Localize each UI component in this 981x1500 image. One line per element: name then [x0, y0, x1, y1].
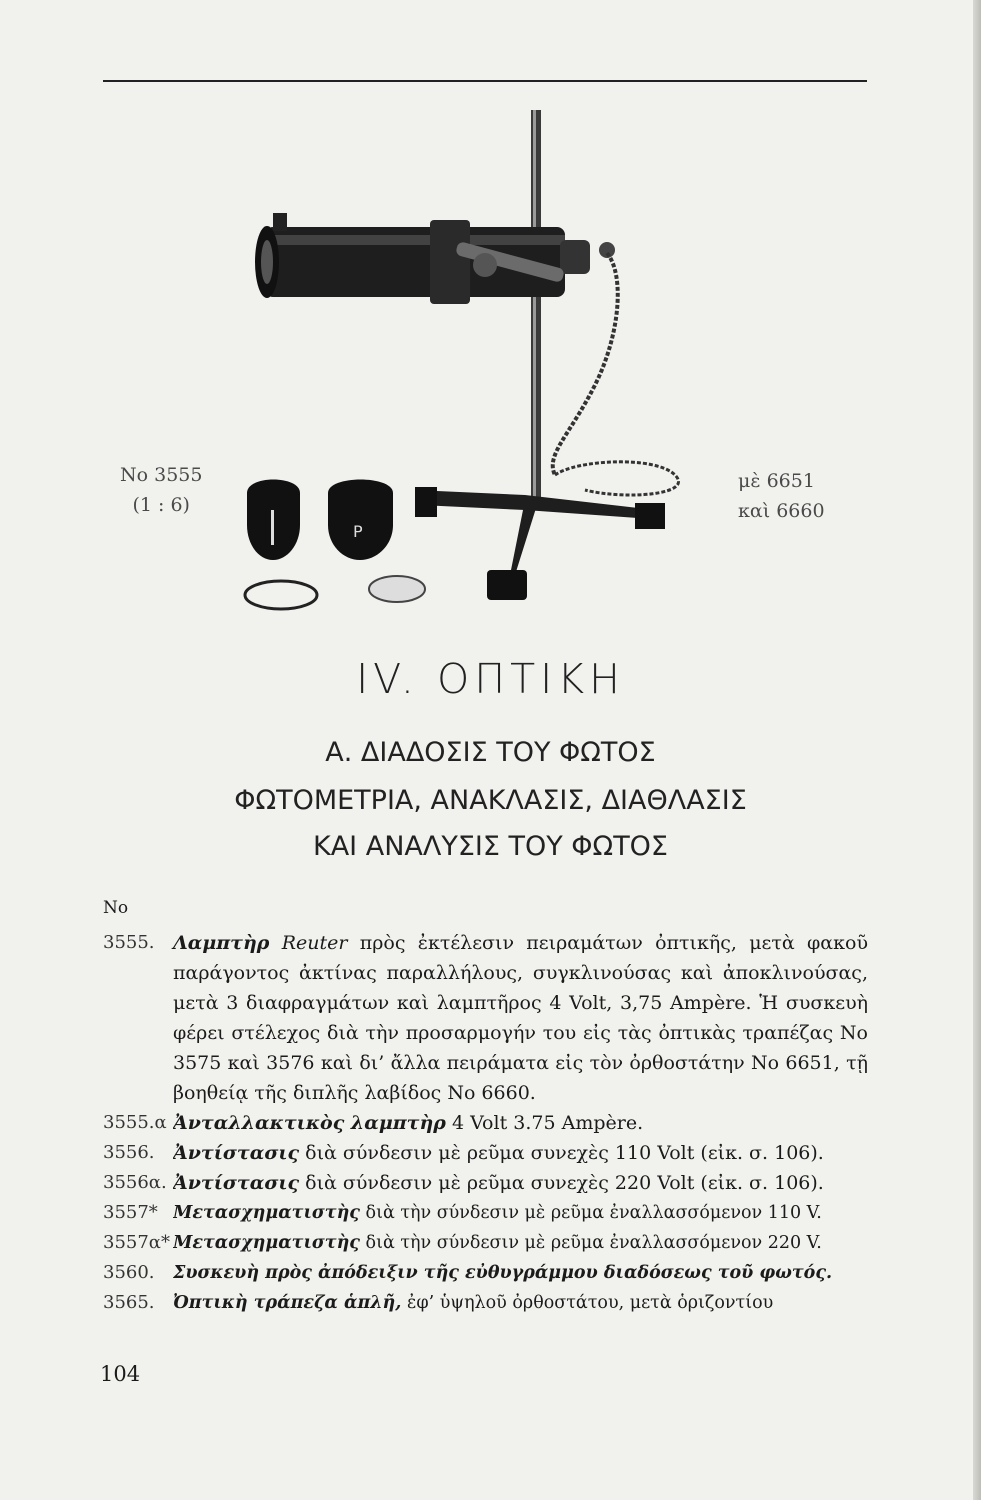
entry-description: 4 Volt 3.75 Ampère. [451, 1112, 644, 1134]
entry-name: Ἀντίστασις [173, 1172, 300, 1194]
entry-name: Ὀπτικὴ τράπεζα ἁπλῆ, [173, 1293, 402, 1313]
lamp-illustration [225, 105, 705, 625]
entry-number: 3560. [103, 1262, 155, 1283]
catalog-entry [103, 1258, 868, 1288]
item-number: No 3555 [120, 464, 203, 486]
entry-description: διὰ τὴν σύνδεσιν μὲ ρεῦμα ἐναλλασσόμενον 110 V. [365, 1203, 822, 1223]
entry-number: 3555. [103, 932, 155, 953]
entry-number: 3555.α [103, 1112, 167, 1133]
figure-caption-right [738, 466, 825, 526]
accessory-line-2: καὶ 6660 [738, 500, 825, 522]
entry-description: πρὸς ἐκτέλεσιν πειραμάτων ὀπτικῆς, μετὰ φακοῦ παράγοντος ἀκτίνας παραλλήλους, συγκλινούσας καὶ ἀποκλινούσας, μετὰ 3 διαφραγμάτων καὶ λαμπτῆρος 4 Volt, 3,75 Ampère. Ἡ συσκευὴ φέρει στέλεχος διὰ τὴν προσαρμογήν του εἰς τὰς ὀπτικὰς τραπέζας No 3575 καὶ 3576 καὶ δι’ ἄλλα πειράματα εἰς τὸν ὀρθοστάτην No 6651, τῇ βοηθείᾳ τῆς διπλῆς λαβίδος No 6660. [173, 932, 868, 1104]
top-rule [103, 80, 867, 82]
entry-number: 3557α* [103, 1232, 170, 1253]
svg-text:P: P [353, 522, 363, 541]
catalog-entry [103, 1198, 868, 1228]
catalog-entry [103, 1228, 868, 1258]
entry-name: Μετασχηματιστὴς [173, 1233, 360, 1253]
number-column-label: No [103, 898, 129, 918]
entry-name: Ἀντίστασις [173, 1142, 300, 1164]
entry-number: 3556. [103, 1142, 155, 1163]
entry-number: 3556α. [103, 1172, 167, 1193]
catalog-entry [103, 1288, 868, 1318]
scale-label: (1 : 6) [132, 494, 190, 516]
page-number: 104 [100, 1362, 141, 1386]
figure-caption-left [120, 460, 202, 520]
entry-name: Συσκευὴ πρὸς ἀπόδειξιν τῆς εὐθυγράμμου διαδόσεως τοῦ φωτός. [173, 1263, 833, 1283]
catalog-entry [103, 928, 868, 1108]
chapter-title: IV. ΟΠΤΙΚΗ [356, 655, 625, 703]
entry-name: Μετασχηματιστὴς [173, 1203, 360, 1223]
section-title-line-2: ΦΩΤΟΜΕΤΡΙΑ, ΑΝΑΚΛΑΣΙΣ, ΔΙΑΘΛΑΣΙΣ [234, 785, 747, 816]
entry-number: 3565. [103, 1292, 155, 1313]
entry-number: 3557* [103, 1202, 158, 1223]
entry-description: διὰ σύνδεσιν μὲ ρεῦμα συνεχὲς 220 Volt (εἰκ. σ. 106). [305, 1172, 824, 1194]
entry-name-brand: Reuter [281, 932, 348, 954]
section-title-line-1: Α. ΔΙΑΔΟΣΙΣ ΤΟΥ ΦΩΤΟΣ [325, 737, 656, 768]
entry-description: ἐφ’ ὑψηλοῦ ὀρθοστάτου, μετὰ ὁριζοντίου [406, 1293, 774, 1313]
section-title-line-3: ΚΑΙ ΑΝΑΛΥΣΙΣ ΤΟΥ ΦΩΤΟΣ [313, 831, 668, 862]
catalog-entry [103, 1168, 868, 1198]
catalog-entry [103, 1138, 868, 1168]
entry-description: διὰ τὴν σύνδεσιν μὲ ρεῦμα ἐναλλασσόμενον 220 V. [365, 1233, 822, 1253]
entry-description: διὰ σύνδεσιν μὲ ρεῦμα συνεχὲς 110 Volt (εἰκ. σ. 106). [305, 1142, 824, 1164]
entry-name: Λαμπτὴρ [173, 932, 270, 954]
catalog-entries [103, 928, 868, 1318]
entry-name: Ἀνταλλακτικὸς λαμπτὴρ [173, 1112, 446, 1134]
accessory-line-1: μὲ 6651 [738, 470, 815, 492]
catalog-entry [103, 1108, 868, 1138]
